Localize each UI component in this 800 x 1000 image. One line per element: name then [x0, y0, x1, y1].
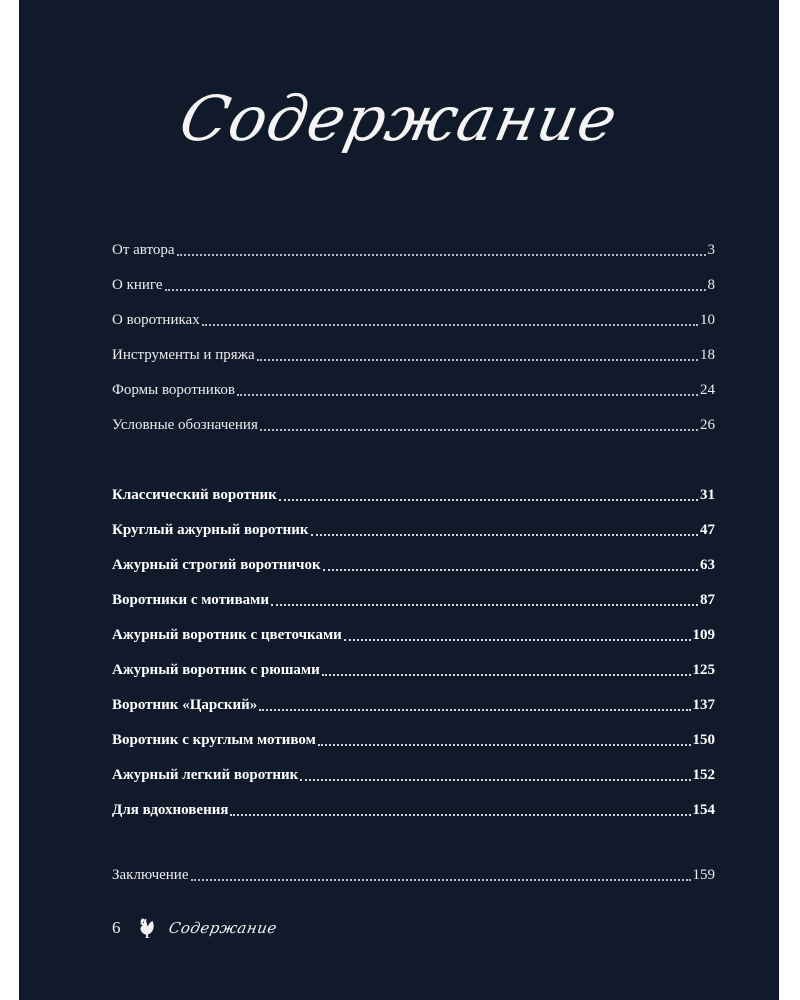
toc-chapter-page: 31 — [700, 487, 715, 503]
toc-leader-dots — [260, 429, 698, 431]
toc-item-label: От автора — [112, 242, 175, 258]
toc-chapter-label: Для вдохновения — [112, 802, 229, 818]
toc-chapter[interactable] — [112, 729, 715, 751]
toc-chapter-page: 154 — [692, 802, 715, 818]
toc-chapter-page: 47 — [700, 522, 715, 538]
toc-item[interactable] — [112, 414, 715, 436]
page-footer — [112, 914, 276, 942]
toc-chapter-page: 87 — [700, 592, 715, 608]
toc-item-label: О книге — [112, 277, 163, 293]
toc-chapter-page: 152 — [692, 767, 715, 783]
rooster-icon — [137, 917, 157, 939]
toc-item-page: 24 — [700, 382, 715, 398]
toc-chapter[interactable] — [112, 484, 715, 506]
toc-item-label: О воротниках — [112, 312, 200, 328]
toc-item[interactable] — [112, 379, 715, 401]
footer-section-label: Содержание — [166, 919, 278, 937]
toc-leader-dots — [279, 499, 698, 501]
toc-chapter-label: Воротники с мотивами — [112, 592, 270, 608]
toc-chapter[interactable] — [112, 624, 715, 646]
toc-item[interactable] — [112, 344, 715, 366]
toc-chapter-page: 150 — [692, 732, 715, 748]
toc-leader-dots — [311, 534, 699, 536]
toc-leader-dots — [322, 674, 691, 676]
toc-chapter-label: Воротник «Царский» — [112, 697, 258, 713]
toc-leader-dots — [300, 779, 690, 781]
toc-chapter-page: 63 — [700, 557, 715, 573]
toc-chapter[interactable] — [112, 554, 715, 576]
toc-chapter-page: 137 — [692, 697, 715, 713]
toc-chapter-page: 109 — [692, 627, 715, 643]
toc-leader-dots — [230, 814, 690, 816]
toc-item-page: 159 — [692, 867, 715, 883]
footer-page-number: 6 — [112, 918, 121, 937]
toc-chapter[interactable] — [112, 764, 715, 786]
toc-item[interactable] — [112, 239, 715, 261]
toc-item-page: 10 — [700, 312, 715, 328]
toc-chapter-page: 125 — [692, 662, 715, 678]
toc-item-page: 8 — [707, 277, 715, 293]
toc-item-page: 26 — [700, 417, 715, 433]
toc-item[interactable] — [112, 864, 715, 886]
toc-leader-dots — [202, 324, 698, 326]
toc-item-label: Заключение — [112, 867, 189, 883]
toc-chapter-label: Классический воротник — [112, 487, 277, 503]
toc-chapter-label: Ажурный воротник с цветочками — [112, 627, 342, 643]
page-title: Содержание — [173, 82, 625, 155]
toc-leader-dots — [344, 639, 691, 641]
toc-item-label: Формы воротников — [112, 382, 235, 398]
toc-leader-dots — [257, 359, 698, 361]
toc-leader-dots — [237, 394, 698, 396]
toc-chapter-label: Круглый ажурный воротник — [112, 522, 309, 538]
toc-chapter[interactable] — [112, 589, 715, 611]
toc-item-label: Инструменты и пряжа — [112, 347, 255, 363]
toc-leader-dots — [259, 709, 690, 711]
toc-chapter-label: Воротник с круглым мотивом — [112, 732, 316, 748]
toc-chapter-label: Ажурный легкий воротник — [112, 767, 299, 783]
toc-chapter[interactable] — [112, 519, 715, 541]
toc-leader-dots — [271, 604, 698, 606]
toc-leader-dots — [318, 744, 691, 746]
toc-chapter-label: Ажурный строгий воротничок — [112, 557, 321, 573]
toc-chapter[interactable] — [112, 799, 715, 821]
toc-chapter[interactable] — [112, 659, 715, 681]
toc-item[interactable] — [112, 309, 715, 331]
page — [19, 0, 779, 1000]
toc-item[interactable] — [112, 274, 715, 296]
toc-leader-dots — [323, 569, 698, 571]
toc-item-page: 18 — [700, 347, 715, 363]
toc-item-page: 3 — [707, 242, 715, 258]
toc-item-label: Условные обозначения — [112, 417, 258, 433]
toc-chapter[interactable] — [112, 694, 715, 716]
toc-leader-dots — [191, 879, 691, 881]
toc-leader-dots — [177, 254, 706, 256]
toc-leader-dots — [165, 289, 706, 291]
toc-chapter-label: Ажурный воротник с рюшами — [112, 662, 320, 678]
